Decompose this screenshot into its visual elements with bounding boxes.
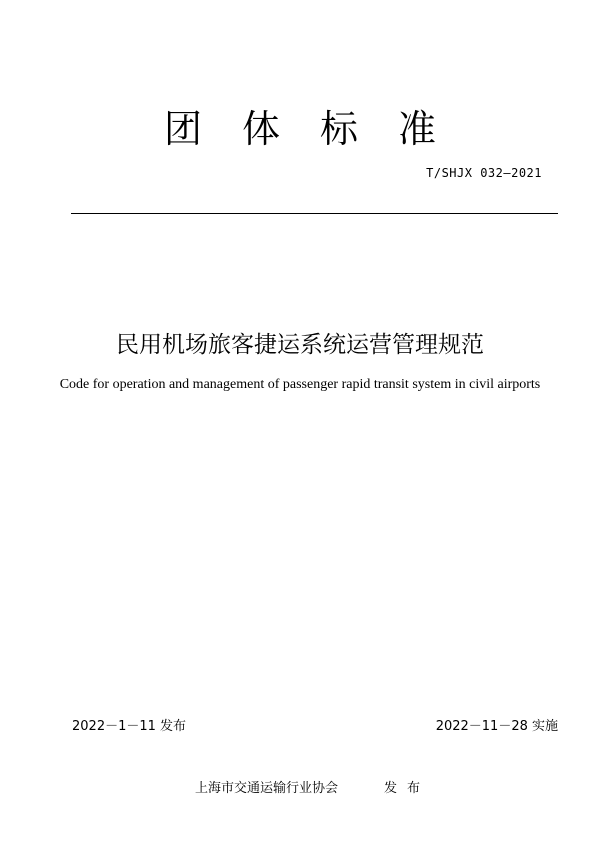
issue-date: 2022－1－11 发布 bbox=[72, 719, 187, 734]
document-title-en: Code for operation and management of passenger rapid transit system in civil airports bbox=[59, 377, 541, 392]
header-divider bbox=[71, 213, 558, 214]
document-title-cn: 民用机场旅客捷运系统运营管理规范 bbox=[116, 332, 484, 358]
standard-number: T/SHJX 032—2021 bbox=[426, 166, 542, 180]
publisher-name: 上海市交通运输行业协会 bbox=[195, 781, 339, 796]
implementation-date: 2022－11－28 实施 bbox=[435, 719, 558, 734]
standard-type-title: 团体标准 bbox=[163, 107, 476, 151]
publish-label: 发布 bbox=[384, 781, 431, 796]
